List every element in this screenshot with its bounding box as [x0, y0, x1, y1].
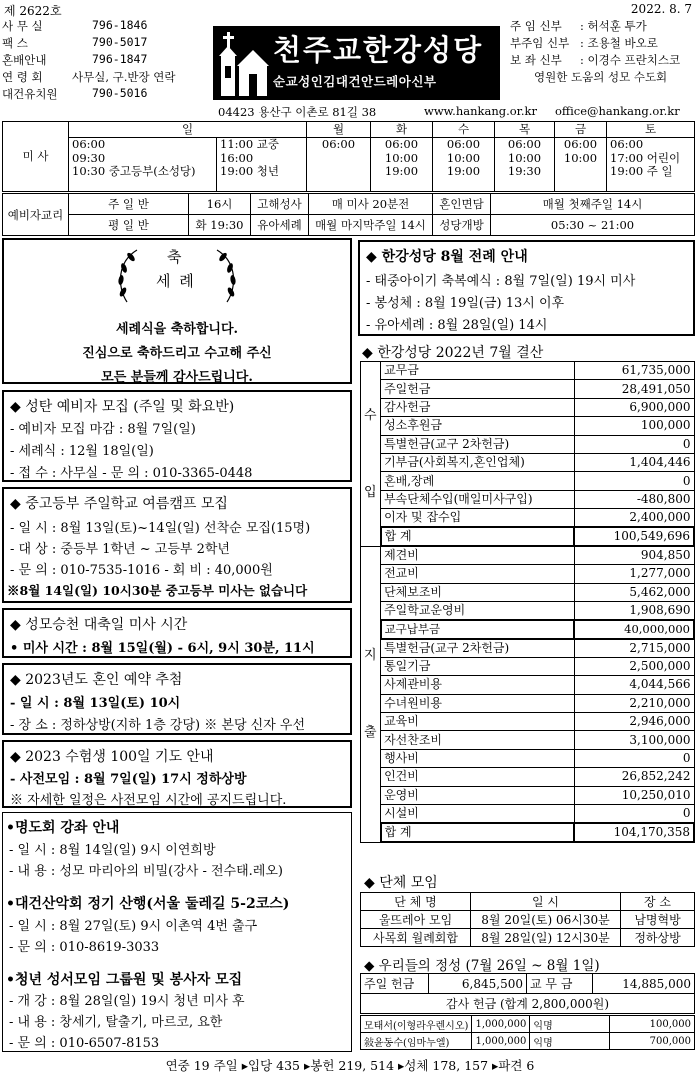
- mass-row-label: 미 사: [3, 122, 69, 192]
- finance-amount: 2,500,000: [574, 657, 694, 675]
- finance-amount: 0: [574, 435, 694, 453]
- mass-schedule-table: [2, 121, 695, 192]
- notice-title: ◆ 2023 수험생 100일 기도 안내: [10, 749, 214, 765]
- finance-amount: 4,044,566: [574, 676, 694, 694]
- finance-amount: 904,850: [574, 546, 694, 565]
- notice-wedding: [2, 663, 352, 735]
- table-row: [361, 490, 695, 508]
- sacrament-name: 혼인면담: [433, 194, 491, 215]
- wednesday-times: 06:00 10:00 19:00: [433, 138, 495, 192]
- notice-title: ◆ 중고등부 주일학교 여름캠프 모집: [10, 496, 228, 512]
- offerings-table: [360, 973, 695, 1014]
- table-row: [361, 509, 695, 528]
- table-row: [361, 749, 695, 767]
- table-row: [361, 1033, 695, 1050]
- col-header: 단 체 명: [361, 893, 471, 911]
- notice-line: - 장 소 : 정하상방(지하 1층 강당) ※ 본당 신자 우선: [10, 718, 305, 733]
- table-row: [361, 786, 695, 804]
- finance-total-amount: 100,549,696: [574, 527, 694, 546]
- notice-line: - 사전모임 : 8월 7일(일) 17시 정하상방: [10, 772, 247, 787]
- notice-line: - 접 수 : 사무실 - 문 의 : 010-3365-0448: [10, 466, 253, 481]
- liturgy-title: ◆ 한강성당 8월 전례 안내: [366, 249, 528, 265]
- address: 04423 용산구 이촌로 81길 38: [218, 105, 377, 119]
- finance-item: 인건비: [381, 768, 574, 786]
- table-row: [361, 601, 695, 620]
- finance-total-label: 합 계: [381, 527, 574, 546]
- donor-name: 모태서(이형라우렌시오): [361, 1016, 472, 1033]
- staff-label: 부주임 신부: [510, 36, 570, 50]
- contact-value: 796-1847: [92, 52, 148, 66]
- notice-catechumen: [2, 390, 352, 482]
- finance-total-label: 합 계: [381, 823, 574, 842]
- group-notice-title: •청년 성서모임 그룹원 및 봉사자 모집: [6, 972, 243, 988]
- table-row: [361, 583, 695, 601]
- group-notice-title: •대건산악회 정기 산행(서울 둘레길 5-2코스): [6, 896, 290, 912]
- staff-label: 주 임 신부: [510, 19, 562, 33]
- finance-amount: 5,462,000: [574, 583, 694, 601]
- col-header: 장 소: [621, 893, 695, 911]
- church-building-icon: [215, 26, 271, 100]
- finance-item: 기부금(사회복지,혼인업체): [381, 453, 574, 471]
- liturgy-line: - 유아세례 : 8월 28일(일) 14시: [366, 318, 548, 333]
- group-notice-line: - 문 의 : 010-8619-3033: [9, 940, 160, 955]
- sacrament-name: 유아세례: [251, 215, 309, 236]
- friday-times: 06:00 10:00: [555, 138, 607, 192]
- monday-times: 06:00: [307, 138, 371, 192]
- sacrament-time: 매 미사 20분전: [309, 194, 433, 215]
- finance-item: 교육비: [381, 713, 574, 731]
- notice-title: ◆ 2023년도 혼인 예약 추첨: [10, 672, 183, 688]
- finance-item: 주일헌금: [381, 380, 574, 398]
- finance-item: 제견비: [381, 546, 574, 565]
- group-notice-title: •명도회 강좌 안내: [6, 820, 120, 836]
- contact-value: 796-1846: [92, 18, 148, 32]
- day-thursday: 목: [495, 122, 555, 138]
- finance-total-amount: 104,170,358: [574, 823, 694, 842]
- sacrament-time: 매월 첫째주일 14시: [491, 194, 695, 215]
- notice-line: - 세례식 : 12월 18일(일): [10, 444, 154, 459]
- staff-value: : 이경수 프란치스코: [580, 53, 681, 67]
- finance-item: 교무금: [381, 362, 574, 380]
- finance-amount: -480,800: [574, 490, 694, 508]
- finance-item: 이자 및 잡수입: [381, 509, 574, 528]
- finance-amount: 1,908,690: [574, 601, 694, 620]
- group-meetings-title: ◆ 단체 모임: [364, 875, 438, 891]
- finance-amount: 100,000: [574, 417, 694, 435]
- finance-table: [360, 361, 695, 843]
- contact-value: 790-5017: [92, 35, 148, 49]
- contact-value: 790-5016: [92, 86, 148, 100]
- staff-value: : 조용철 바오로: [580, 36, 658, 50]
- issue-date: 2022. 8. 7: [630, 2, 692, 16]
- finance-total-row: [361, 527, 695, 546]
- donor-name: 익명: [530, 1033, 610, 1050]
- day-saturday: 토: [607, 122, 695, 138]
- donor-amount: 1,000,000: [472, 1016, 530, 1033]
- support-order: 영원한 도움의 성모 수도회: [534, 70, 668, 84]
- notice-line: - 예비자 모집 마감 : 8월 7일(일): [10, 422, 196, 437]
- sunday-offering-amount: 6,845,500: [429, 974, 527, 994]
- contact-label: 연 령 회: [2, 70, 43, 84]
- thursday-times: 06:00 10:00 19:30: [495, 138, 555, 192]
- finance-item: 성소후원금: [381, 417, 574, 435]
- donor-name: 익명: [530, 1016, 610, 1033]
- finance-amount: 0: [574, 472, 694, 490]
- finance-item: 특별헌금(교구 2차헌금): [381, 639, 574, 658]
- group-meetings-table: [360, 892, 695, 947]
- offerings-title: ◆ 우리들의 정성 (7월 26일 ~ 8월 1일): [364, 958, 600, 974]
- tuesday-times: 06:00 10:00 19:00: [371, 138, 433, 192]
- day-wednesday: 수: [433, 122, 495, 138]
- finance-item: 단체보조비: [381, 583, 574, 601]
- finance-total-row: [361, 823, 695, 842]
- finance-amount: 0: [574, 805, 694, 824]
- group-notice-line: - 문 의 : 010-6507-8153: [9, 1036, 160, 1051]
- finance-side-label: 수 입: [361, 362, 381, 547]
- class-name: 평 일 반: [69, 215, 189, 236]
- table-row: [361, 453, 695, 471]
- finance-amount: 3,100,000: [574, 731, 694, 749]
- table-row: [361, 639, 695, 658]
- finance-side-label: 지 출: [361, 546, 381, 842]
- notice-line: - 대 상 : 중등부 1학년 ~ 고등부 2학년: [10, 542, 230, 557]
- finance-item: 시설비: [381, 805, 574, 824]
- group-notice-line: - 내 용 : 성모 마리아의 비밀(강사 - 전수태.레오): [9, 864, 283, 879]
- contact-label: 혼배안내: [2, 53, 47, 67]
- finance-title: ◆ 한강성당 2022년 7월 결산: [362, 345, 544, 361]
- email-link[interactable]: office@hankang.or.kr: [555, 104, 680, 118]
- day-monday: 월: [307, 122, 371, 138]
- sacrament-time: 매월 마지막주일 14시: [309, 215, 433, 236]
- col-header: 일 시: [471, 893, 621, 911]
- issue-number: 제 2622호: [4, 4, 62, 18]
- catechism-label: 예비자교리: [3, 194, 69, 236]
- finance-amount: 0: [574, 749, 694, 767]
- website-link[interactable]: www.hankang.or.kr: [424, 104, 538, 118]
- table-row: [361, 929, 695, 947]
- contact-label: 사 무 실: [2, 19, 43, 33]
- table-row: [361, 911, 695, 929]
- congrats-box: [2, 238, 352, 384]
- contact-label: 팩 스: [2, 36, 28, 50]
- group-notice-line: - 내 용 : 창세기, 탈출기, 마르코, 요한: [9, 1015, 223, 1030]
- group-notice-line: - 일 시 : 8월 27일(토) 9시 이촌역 4번 출구: [9, 919, 258, 934]
- finance-amount: 26,852,242: [574, 768, 694, 786]
- table-row: [361, 398, 695, 416]
- table-row: [361, 731, 695, 749]
- finance-item: 특별헌금(교구 2차헌금): [381, 435, 574, 453]
- finance-item: 수녀원비용: [381, 694, 574, 712]
- finance-amount: 2,946,000: [574, 713, 694, 731]
- table-row: [361, 713, 695, 731]
- staff-label: 보 좌 신부: [510, 53, 562, 67]
- finance-item: 교구납부금: [381, 620, 574, 639]
- notice-line: - 일 시 : 8월 13일(토)~14일(일) 선착순 모집(15명): [10, 521, 311, 536]
- table-row: [361, 657, 695, 675]
- finance-amount: 6,900,000: [574, 398, 694, 416]
- finance-amount: 61,735,000: [574, 362, 694, 380]
- finance-amount: 2,715,000: [574, 639, 694, 658]
- finance-item: 사제관비용: [381, 676, 574, 694]
- thanks-offering-total: 감사 헌금 (합계 2,800,000원): [361, 994, 695, 1014]
- table-row: [361, 694, 695, 712]
- notice-summer-camp: [2, 487, 352, 603]
- donor-amount: 100,000: [610, 1016, 695, 1033]
- notice-line: ※8월 14일(일) 10시30분 중고등부 미사는 없습니다: [7, 583, 308, 598]
- sunday-times-a: 06:00 09:30 10:30 중고등부(소성당): [69, 138, 217, 192]
- group-name: 울뜨레아 모임: [361, 911, 471, 929]
- congrats-char: 세 례: [156, 272, 196, 290]
- liturgy-line: - 봉성체 : 8월 19일(금) 13시 이후: [366, 296, 565, 311]
- finance-item: 통일기금: [381, 657, 574, 675]
- group-notice-line: - 일 시 : 8월 14일(일) 9시 이연희방: [9, 843, 216, 858]
- finance-item: 주일학교운영비: [381, 601, 574, 620]
- logo-subtitle: 순교성인김대건안드레아신부: [273, 74, 437, 89]
- notice-title: ◆ 성탄 예비자 모집 (주일 및 화요반): [10, 399, 235, 415]
- sunday-offering-label: 주일 헌금: [361, 974, 429, 994]
- day-friday: 금: [555, 122, 607, 138]
- group-place: 남명혁방: [621, 911, 695, 929]
- sunday-times-b: 11:00 교중 16:00 19:00 청년: [217, 138, 307, 192]
- logo-title: 천주교한강성당: [273, 33, 484, 67]
- table-row: [361, 362, 695, 380]
- day-tuesday: 화: [371, 122, 433, 138]
- sacrament-name: 고해성사: [251, 194, 309, 215]
- notice-assumption: [2, 608, 352, 658]
- liturgy-line: - 태중아이기 축복예식 : 8월 7일(일) 19시 미사: [366, 274, 636, 289]
- table-row: [361, 768, 695, 786]
- notice-title: ◆ 성모승천 대축일 미사 시간: [10, 617, 188, 633]
- notice-line: • 미사 시간 : 8월 15일(월) - 6시, 9시 30분, 11시: [10, 641, 315, 656]
- group-notices-box: [2, 812, 352, 1052]
- group-name: 사목회 월례회합: [361, 929, 471, 947]
- table-row: [361, 435, 695, 453]
- liturgy-box: [358, 240, 695, 336]
- church-logo: [213, 26, 500, 100]
- sacrament-time: 05:30 ~ 21:00: [491, 215, 695, 236]
- congrats-char: 축: [167, 248, 182, 266]
- group-notice-line: - 개 강 : 8월 28일(일) 19시 청년 미사 후: [9, 994, 245, 1009]
- table-row: [361, 417, 695, 435]
- group-time: 8월 28일(일) 12시30분: [471, 929, 621, 947]
- class-time: 화 19:30: [189, 215, 251, 236]
- table-row: [361, 620, 695, 639]
- saturday-times: 06:00 17:00 어린이 19:00 주 일: [607, 138, 695, 192]
- congrats-line: 진심으로 축하드리고 수고해 주신: [82, 346, 272, 361]
- finance-amount: 1,404,446: [574, 453, 694, 471]
- table-row: [361, 676, 695, 694]
- finance-item: 감사헌금: [381, 398, 574, 416]
- donor-table: [360, 1015, 695, 1050]
- finance-item: 운영비: [381, 786, 574, 804]
- dues-amount: 14,885,000: [593, 974, 695, 994]
- finance-item: 혼배,장례: [381, 472, 574, 490]
- notice-line: - 일 시 : 8월 13일(토) 10시: [10, 696, 181, 711]
- table-row: [361, 1016, 695, 1033]
- table-row: [361, 805, 695, 824]
- hymn-footer: 연중 19 주일 ▸입당 435 ▸봉헌 219, 514 ▸성체 178, 157 ▸파견 6: [165, 1058, 535, 1073]
- group-time: 8월 20일(토) 06시30분: [471, 911, 621, 929]
- staff-value: : 허석훈 투가: [580, 19, 647, 33]
- finance-item: 전교비: [381, 565, 574, 583]
- day-sunday: 일: [69, 122, 307, 138]
- dues-label: 교 무 금: [527, 974, 593, 994]
- sacrament-name: 성당개방: [433, 215, 491, 236]
- table-row: [361, 472, 695, 490]
- sacrament-table: [2, 193, 695, 236]
- finance-item: 행사비: [381, 749, 574, 767]
- donor-amount: 1,000,000: [472, 1033, 530, 1050]
- notice-line: - 문 의 : 010-7535-1016 - 회 비 : 40,000원: [10, 563, 273, 578]
- contact-value: 사무실, 구.반장 연락: [72, 70, 176, 84]
- table-row: [361, 546, 695, 565]
- congrats-line: 세례식을 축하합니다.: [115, 322, 239, 337]
- finance-item: 부속단체수입(매일미사구입): [381, 490, 574, 508]
- finance-amount: 1,277,000: [574, 565, 694, 583]
- notice-line: ※ 자세한 일정은 사전모임 시간에 공지드립니다.: [10, 793, 287, 808]
- donor-amount: 700,000: [610, 1033, 695, 1050]
- finance-item: 자선찬조비: [381, 731, 574, 749]
- notice-exam-prayer: [2, 740, 352, 808]
- class-time: 16시: [189, 194, 251, 215]
- congrats-line: 모든 분들께 감사드립니다.: [101, 370, 253, 385]
- finance-amount: 2,400,000: [574, 509, 694, 528]
- finance-amount: 40,000,000: [574, 620, 694, 639]
- finance-amount: 28,491,050: [574, 380, 694, 398]
- finance-amount: 2,210,000: [574, 694, 694, 712]
- group-place: 정하상방: [621, 929, 695, 947]
- class-name: 주 일 반: [69, 194, 189, 215]
- table-row: [361, 565, 695, 583]
- finance-amount: 10,250,010: [574, 786, 694, 804]
- contact-label: 대건유치원: [2, 87, 58, 101]
- donor-name: 敍윤동수(임마누엘): [361, 1033, 472, 1050]
- table-row: [361, 380, 695, 398]
